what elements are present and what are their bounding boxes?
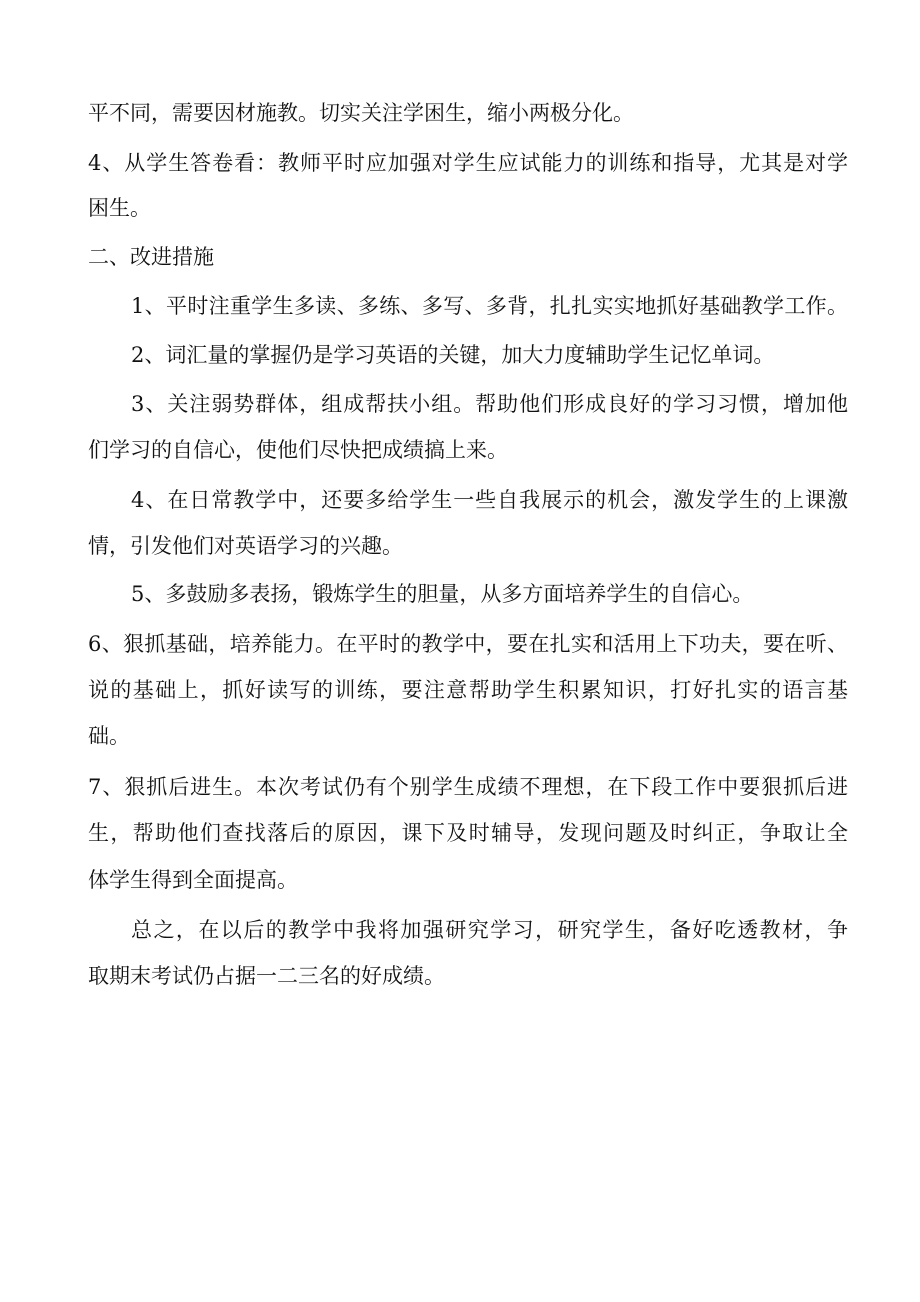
text-line-10: 情，引发他们对英语学习的兴趣。 — [88, 534, 403, 558]
text-line-5: 1、平时注重学生多读、多练、多写、多背，扎扎实实地抓好基础教学工作。 — [131, 294, 848, 318]
text-line-9: 4、在日常教学中，还要多给学生一些自我展示的机会，激发学生的上课激 — [131, 488, 848, 512]
text-line-6: 2、词汇量的掌握仍是学习英语的关键，加大力度辅助学生记忆单词。 — [131, 343, 775, 367]
text-line-15: 7、狠抓后进生。本次考试仍有个别学生成绩不理想，在下段工作中要狠抓后进 — [88, 775, 848, 799]
text-line-13: 说的基础上，抓好读写的训练，要注意帮助学生积累知识，打好扎实的语言基 — [88, 678, 848, 702]
text-line-16: 生，帮助他们查找落后的原因，课下及时辅导，发现问题及时纠正，争取让全 — [88, 821, 848, 845]
text-line-14: 础。 — [88, 724, 130, 748]
text-line-17: 体学生得到全面提高。 — [88, 868, 298, 892]
section-heading: 二、改进措施 — [88, 245, 214, 269]
text-line-3: 困生。 — [88, 196, 151, 220]
text-line-8: 们学习的自信心，使他们尽快把成绩搞上来。 — [88, 438, 508, 462]
text-line-1: 平不同，需要因材施教。切实关注学困生，缩小两极分化。 — [88, 101, 634, 125]
text-line-19: 取期末考试仍占据一二三名的好成绩。 — [88, 964, 445, 988]
text-line-2: 4、从学生答卷看：教师平时应加强对学生应试能力的训练和指导，尤其是对学 — [88, 151, 848, 175]
text-line-18: 总之，在以后的教学中我将加强研究学习，研究学生，备好吃透教材，争 — [131, 918, 848, 942]
text-line-12: 6、狠抓基础，培养能力。在平时的教学中，要在扎实和活用上下功夫，要在听、 — [88, 632, 848, 656]
text-line-7: 3、关注弱势群体，组成帮扶小组。帮助他们形成良好的学习习惯，增加他 — [131, 392, 848, 416]
text-line-11: 5、多鼓励多表扬，锻炼学生的胆量，从多方面培养学生的自信心。 — [131, 582, 754, 606]
